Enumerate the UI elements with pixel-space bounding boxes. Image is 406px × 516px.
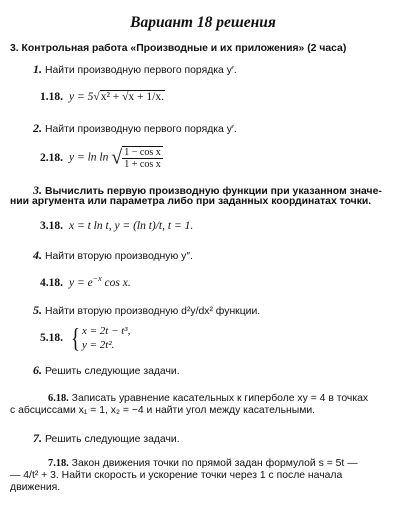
- task-3-text-line-1: Вычислить первую производную функции при указанном значе-: [45, 186, 382, 197]
- task-1: [33, 62, 237, 77]
- problem-6-text-line-2: с абсциссами x₁ = 1, x₂ = −4 и найти угол между касательными.: [10, 405, 316, 416]
- formula-4-lhs: y = e: [69, 276, 93, 289]
- problem-6-label: 6.18.: [48, 393, 69, 404]
- task-5-number: 5.: [33, 303, 42, 317]
- formula-1-radicand: x² + √x + 1/x.: [100, 91, 164, 103]
- radical-sign: √: [93, 91, 100, 103]
- formula-4-label: 4.18.: [40, 276, 63, 289]
- task-7-number: 7.: [33, 431, 42, 445]
- formula-1-label: 1.18.: [40, 91, 63, 103]
- task-3-text-line-2: нии аргумента или параметра либо при заданных координатах точки.: [10, 196, 372, 207]
- formula-5-system: [82, 324, 130, 352]
- formula-4-rest: cos x.: [101, 276, 131, 289]
- section-heading: 3. Контрольная работа «Производные и их приложения» (2 часа): [10, 43, 347, 54]
- formula-3: [40, 220, 193, 232]
- task-5: [33, 303, 260, 318]
- task-6-text: Решить следующие задачи.: [45, 366, 180, 377]
- formula-3-expr: x = t ln t, y = (ln t)/t, t = 1.: [69, 220, 194, 232]
- task-7-text: Решить следующие задачи.: [45, 434, 180, 445]
- formula-3-label: 3.18.: [40, 220, 63, 232]
- task-2: [33, 121, 237, 136]
- task-3-number: 3.: [33, 183, 42, 197]
- formula-2: [40, 146, 163, 170]
- formula-2-lhs: y = ln ln: [69, 151, 109, 164]
- system-equation-2: y = 2t².: [81, 339, 115, 351]
- formula-2-fraction: [122, 146, 162, 170]
- task-5-text: Найти вторую производную d²y/dx² функции.: [45, 306, 261, 317]
- task-4-text: Найти вторую производную y″.: [45, 251, 193, 262]
- task-7: [33, 431, 180, 446]
- problem-7-label: 7.18.: [48, 458, 69, 469]
- problem-6-line-1: [48, 393, 368, 406]
- problem-7-line-1: [48, 458, 358, 471]
- task-4: [33, 248, 193, 263]
- task-1-number: 1.: [33, 62, 42, 76]
- task-2-text: Найти производную первого порядка y′.: [45, 124, 237, 135]
- fraction-numerator: 1 − cos x: [124, 147, 161, 158]
- fraction-denominator: 1 + cos x: [124, 159, 161, 170]
- formula-4: [40, 274, 131, 289]
- radical-sign: √: [111, 146, 123, 169]
- task-4-number: 4.: [33, 248, 42, 262]
- task-2-number: 2.: [33, 121, 42, 135]
- problem-6-text-line-1: Записать уравнение касательных к гиперболе xy = 4 в точках: [71, 393, 369, 404]
- brace-glyph: {: [70, 322, 81, 353]
- formula-4-exponent: −x: [92, 274, 102, 283]
- task-6: [33, 363, 180, 378]
- formula-1: [40, 90, 165, 104]
- formula-2-label: 2.18.: [40, 151, 63, 164]
- problem-7-text-line-3: движения.: [10, 482, 61, 493]
- page-title: Вариант 18 решения: [130, 14, 276, 31]
- formula-1-lhs: y = 5: [69, 91, 94, 103]
- formula-5-label: 5.18.: [40, 331, 63, 344]
- problem-7-text-line-2: — 4/t² + 3. Найти скорость и ускорение точки через 1 с после начала: [10, 470, 343, 481]
- problem-7-text-line-1: Закон движения точки по прямой задан формулой s = 5t —: [71, 458, 358, 469]
- task-6-number: 6.: [33, 363, 42, 377]
- formula-5: [40, 324, 130, 352]
- system-equation-1: x = 2t − t³,: [81, 325, 131, 337]
- task-1-text: Найти производную первого порядка y′.: [45, 65, 237, 76]
